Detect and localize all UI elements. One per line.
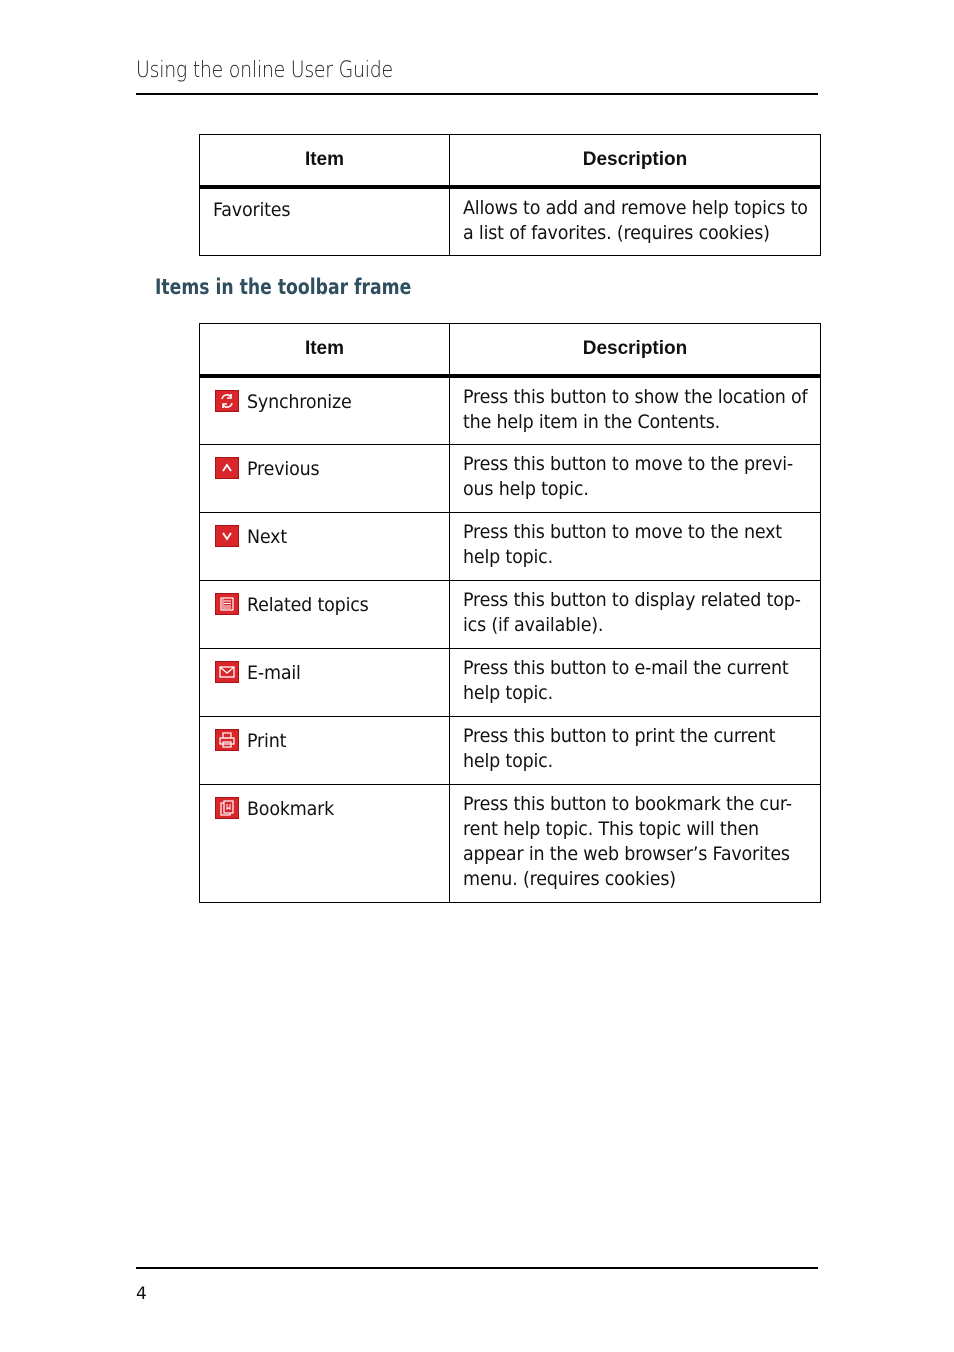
description-line: Press this button to display related top- bbox=[463, 589, 801, 611]
column-header-description: Description bbox=[450, 135, 821, 188]
item-cell bbox=[200, 187, 450, 256]
item-label: Bookmark bbox=[247, 798, 335, 820]
description-line: Press this button to print the current bbox=[463, 725, 776, 747]
description-cell bbox=[450, 581, 821, 649]
header-rule bbox=[136, 93, 818, 95]
item-label: Related topics bbox=[247, 594, 369, 616]
item-cell bbox=[200, 376, 450, 445]
description-cell bbox=[450, 717, 821, 785]
description-cell bbox=[450, 187, 821, 256]
description-line: Press this button to show the location of bbox=[463, 386, 808, 408]
item-cell bbox=[200, 717, 450, 785]
column-header-description: Description bbox=[450, 324, 821, 377]
description-cell bbox=[450, 445, 821, 513]
description-cell bbox=[450, 513, 821, 581]
running-header-title: Using the online User Guide bbox=[136, 58, 393, 83]
description-line: appear in the web browser’s Favorites bbox=[463, 843, 790, 865]
description-line: Press this button to move to the previ- bbox=[463, 453, 794, 475]
item-cell bbox=[200, 785, 450, 903]
synchronize-icon bbox=[215, 390, 239, 412]
footer-rule bbox=[136, 1267, 818, 1269]
description-cell bbox=[450, 376, 821, 445]
description-line: Press this button to bookmark the cur- bbox=[463, 793, 792, 815]
table-row bbox=[200, 717, 821, 785]
table-row bbox=[200, 581, 821, 649]
description-line: Allows to add and remove help topics to bbox=[463, 197, 808, 219]
bookmark-icon bbox=[215, 797, 239, 819]
description-line: the help item in the Contents. bbox=[463, 411, 721, 433]
email-icon bbox=[215, 661, 239, 683]
description-line: rent help topic. This topic will then bbox=[463, 818, 759, 840]
item-label: Previous bbox=[247, 458, 320, 480]
related-topics-icon bbox=[215, 593, 239, 615]
table-row bbox=[200, 785, 821, 903]
table-row bbox=[200, 445, 821, 513]
table-header-row bbox=[200, 324, 821, 377]
table-row bbox=[200, 187, 821, 256]
description-cell bbox=[450, 649, 821, 717]
table-row bbox=[200, 649, 821, 717]
item-label: Favorites bbox=[213, 199, 291, 221]
table-row bbox=[200, 513, 821, 581]
next-icon bbox=[215, 525, 239, 547]
item-cell bbox=[200, 581, 450, 649]
column-header-item: Item bbox=[200, 324, 450, 377]
table-row bbox=[200, 376, 821, 445]
description-line: Press this button to e-mail the current bbox=[463, 657, 789, 679]
item-cell bbox=[200, 513, 450, 581]
toolbar-items-table bbox=[199, 323, 821, 903]
item-label: Synchronize bbox=[247, 391, 352, 413]
favorites-table bbox=[199, 134, 821, 256]
description-line: ics (if available). bbox=[463, 614, 604, 636]
item-label: Print bbox=[247, 730, 287, 752]
description-cell bbox=[450, 785, 821, 903]
description-line: help topic. bbox=[463, 682, 553, 704]
description-line: help topic. bbox=[463, 546, 553, 568]
item-label: Next bbox=[247, 526, 287, 548]
item-label: E-mail bbox=[247, 662, 301, 684]
item-cell bbox=[200, 649, 450, 717]
description-line: Press this button to move to the next bbox=[463, 521, 782, 543]
table-header-row bbox=[200, 135, 821, 188]
page-number: 4 bbox=[136, 1284, 147, 1304]
section-heading: Items in the toolbar frame bbox=[155, 275, 412, 299]
column-header-item: Item bbox=[200, 135, 450, 188]
description-line: a list of favorites. (requires cookies) bbox=[463, 222, 770, 244]
previous-icon bbox=[215, 457, 239, 479]
description-line: menu. (requires cookies) bbox=[463, 868, 676, 890]
description-line: ous help topic. bbox=[463, 478, 589, 500]
description-line: help topic. bbox=[463, 750, 553, 772]
item-cell bbox=[200, 445, 450, 513]
print-icon bbox=[215, 729, 239, 751]
